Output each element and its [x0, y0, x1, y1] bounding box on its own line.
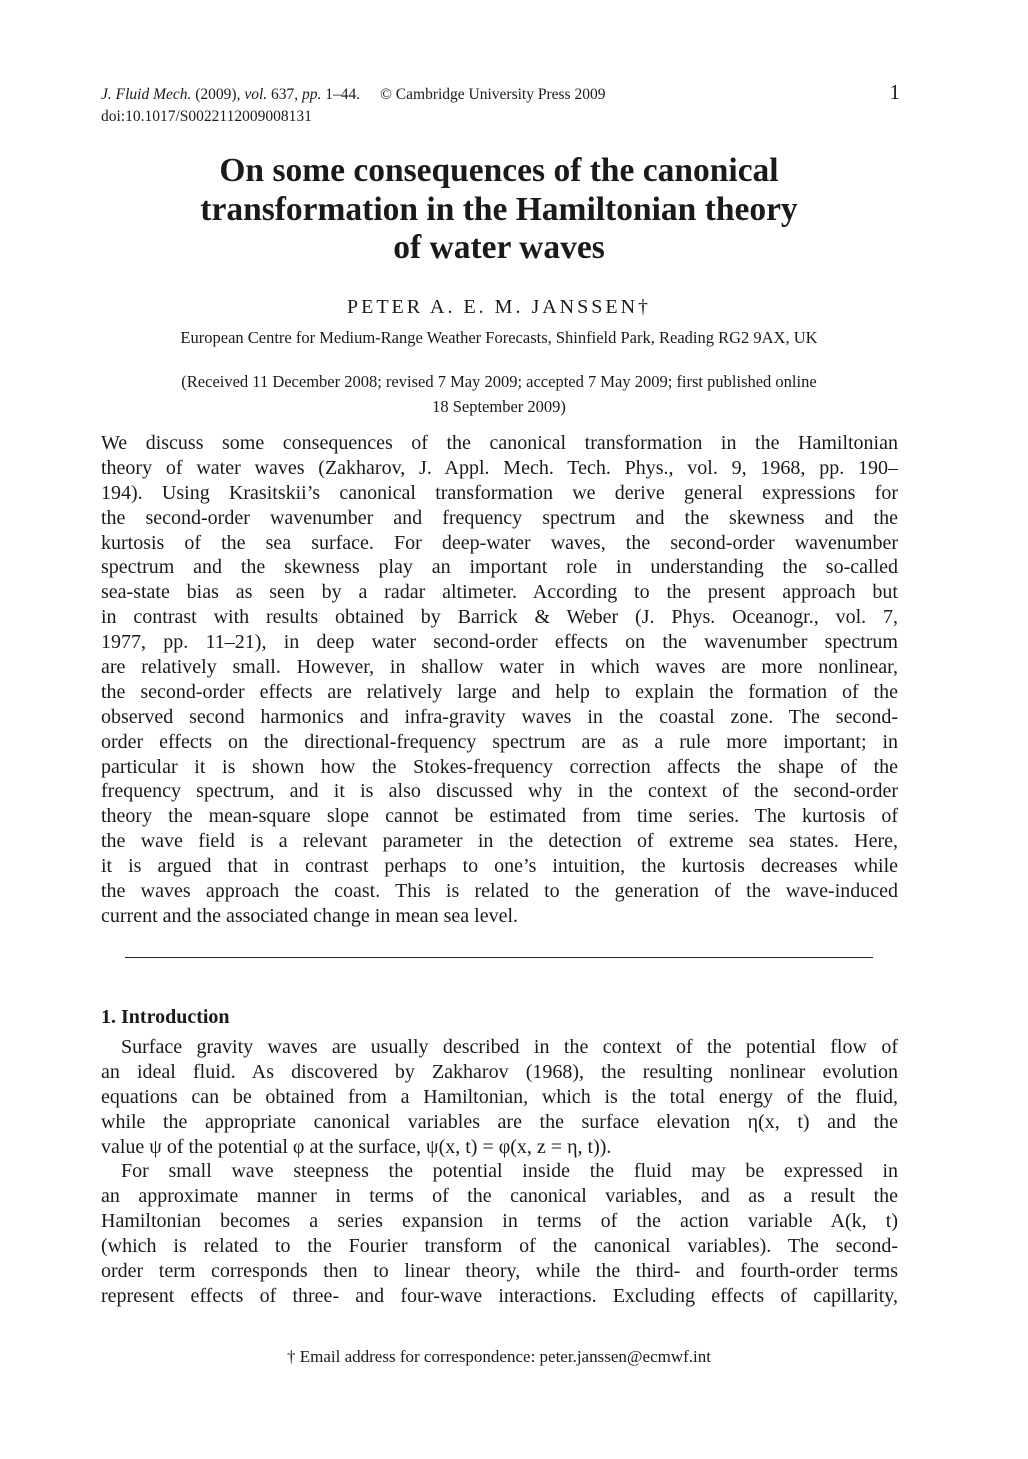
body-line: Hamiltonian becomes a series expansion in terms of the action variable A(k, t) [101, 1210, 898, 1233]
title-line: On some consequences of the canonical [219, 152, 779, 189]
paper-title [100, 152, 898, 268]
abstract-line: the wave field is a relevant parameter in the detection of extreme sea states. Here, [101, 830, 898, 853]
abstract-line: the second-order effects are relatively large and help to explain the formation of the [101, 680, 898, 703]
abstract-divider [125, 957, 873, 958]
body-line: value ψ of the potential φ at the surface, ψ(x, t) = φ(x, z = η, t)). [101, 1135, 612, 1158]
abstract-line: sea-state bias as seen by a radar altimeter. According to the present approach but [101, 581, 898, 604]
volume-label: vol. [244, 86, 268, 103]
abstract-line: the waves approach the coast. This is related to the generation of the wave-induced [101, 880, 898, 903]
body-line: an ideal fluid. As discovered by Zakharov (1968), the resulting nonlinear evolution [101, 1060, 898, 1083]
received-dates [100, 369, 898, 419]
abstract-line: We discuss some consequences of the canonical transformation in the Hamiltonian [101, 432, 898, 454]
introduction-body [101, 1035, 898, 1309]
journal-year: (2009), [191, 86, 245, 103]
abstract-line: theory of water waves (Zakharov, J. Appl. Mech. Tech. Phys., vol. 9, 1968, pp. 190– [101, 456, 898, 479]
abstract-line: spectrum and the skewness play an important role in understanding the so-called [101, 556, 898, 579]
abstract [101, 431, 898, 929]
author-name: PETER A. E. M. JANSSEN† [346, 296, 652, 318]
title-line: transformation in the Hamiltonian theory [200, 190, 798, 228]
body-line: Surface gravity waves are usually described in the context of the potential flow of [121, 1036, 898, 1058]
page-number: 1 [889, 80, 900, 104]
abstract-line: kurtosis of the sea surface. For deep-water waves, the second-order wavenumber [101, 531, 898, 554]
body-line: an approximate manner in terms of the canonical variables, and as a result the [101, 1185, 898, 1208]
body-line: represent effects of three- and four-wave interactions. Excluding effects of capillarity, [101, 1284, 898, 1307]
abstract-line: order effects on the directional-frequency spectrum are as a rule more important; in [101, 730, 898, 753]
abstract-line: the second-order wavenumber and frequency spectrum and the skewness and the [101, 506, 898, 529]
doi: doi:10.1017/S0022112009008131 [101, 108, 312, 125]
abstract-line: 194). Using Krasitskii’s canonical transformation we derive general expressions for [101, 481, 898, 504]
abstract-line: it is argued that in contrast perhaps to one’s intuition, the kurtosis decreases while [101, 855, 898, 878]
body-line: For small wave steepness the potential inside the fluid may be expressed in [121, 1160, 898, 1183]
section-heading-introduction: 1. Introduction [101, 1006, 230, 1028]
received-line: 18 September 2009) [432, 397, 566, 416]
page-range: 1–44. [321, 86, 361, 103]
abstract-line: observed second harmonics and infra-gravity waves in the coastal zone. The second- [101, 705, 898, 728]
copyright-notice: © Cambridge University Press 2009 [380, 86, 606, 103]
title-line: of water waves [393, 229, 605, 266]
abstract-line: in contrast with results obtained by Barrick & Weber (J. Phys. Oceanogr., vol. 7, [101, 606, 898, 629]
volume-number: 637, [267, 86, 303, 103]
body-line: equations can be obtained from a Hamiltonian, which is the total energy of the fluid, [101, 1085, 898, 1108]
correspondence-footnote: † Email address for correspondence: peter.janssen@ecmwf.int [287, 1347, 711, 1366]
abstract-line: theory the mean-square slope cannot be estimated from time series. The kurtosis of [101, 805, 898, 828]
abstract-line: 1977, pp. 11–21), in deep water second-order effects on the wavenumber spectrum [101, 631, 898, 654]
author-affiliation: European Centre for Medium-Range Weather Forecasts, Shinfield Park, Reading RG2 9AX, UK [180, 328, 818, 347]
pages-label: pp. [302, 86, 322, 103]
journal-name: J. Fluid Mech. [101, 86, 192, 103]
abstract-line: are relatively small. However, in shallow water in which waves are more nonlinear, [101, 656, 898, 679]
body-line: (which is related to the Fourier transform of the canonical variables). The second- [101, 1235, 898, 1258]
abstract-line: current and the associated change in mean sea level. [101, 904, 519, 927]
received-line: (Received 11 December 2008; revised 7 May 2009; accepted 7 May 2009; first published online [181, 372, 817, 391]
abstract-line: frequency spectrum, and it is also discussed why in the context of the second-order [101, 780, 898, 803]
body-line: order term corresponds then to linear theory, while the third- and fourth-order terms [101, 1260, 898, 1283]
body-line: while the appropriate canonical variables are the surface elevation η(x, t) and the [101, 1110, 898, 1133]
abstract-line: particular it is shown how the Stokes-frequency correction affects the shape of the [101, 755, 898, 778]
journal-citation [101, 84, 861, 106]
